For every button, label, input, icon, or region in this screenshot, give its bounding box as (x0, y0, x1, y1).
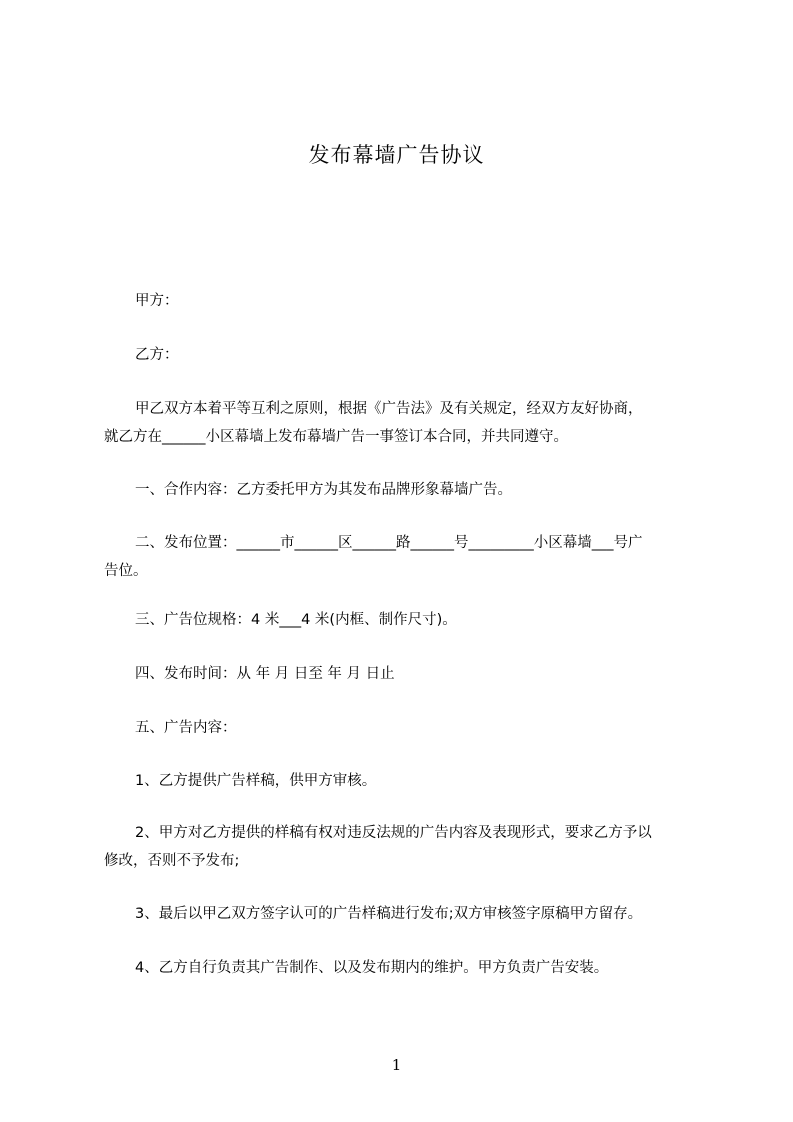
item-4: 4、乙方自行负责其广告制作、以及发布期内的维护。甲方负责广告安装。 (135, 960, 609, 976)
item-1: 1、乙方提供广告样稿，供甲方审核。 (135, 773, 377, 789)
item-3: 3、最后以甲乙双方签字认可的广告样稿进行发布;双方审核签字原稿甲方留存。 (135, 906, 643, 922)
document-title: 发布幕墙广告协议 (308, 143, 485, 167)
party-a-label: 甲方： (135, 293, 179, 309)
item-2 (104, 819, 704, 875)
intro-paragraph (104, 395, 704, 451)
item-2-line-2: 修改，否则不予发布; (104, 853, 240, 869)
intro-line-2: 就乙方在______小区幕墙上发布幕墙广告一事签订本合同，并共同遵守。 (104, 429, 568, 445)
clause-3: 三、广告位规格：4 米___4 米(内框、制作尺寸)。 (135, 612, 457, 628)
intro-line-1: 甲乙双方本着平等互利之原则，根据《广告法》及有关规定，经双方友好协商， (135, 401, 643, 417)
clause-4: 四、发布时间：从 年 月 日至 年 月 日止 (135, 666, 395, 682)
page-number: 1 (391, 1056, 402, 1074)
clause-5: 五、广告内容： (135, 720, 237, 736)
clause-2-line-1: 二、发布位置：______市______区______路______号_________小区幕墙___号广 (135, 535, 643, 551)
clause-2 (104, 529, 704, 585)
clause-2-line-2: 告位。 (104, 563, 148, 579)
item-2-line-1: 2、甲方对乙方提供的样稿有权对违反法规的广告内容及表现形式，要求乙方予以 (135, 825, 652, 841)
clause-1: 一、合作内容：乙方委托甲方为其发布品牌形象幕墙广告。 (135, 482, 512, 498)
party-b-label: 乙方： (135, 347, 179, 363)
